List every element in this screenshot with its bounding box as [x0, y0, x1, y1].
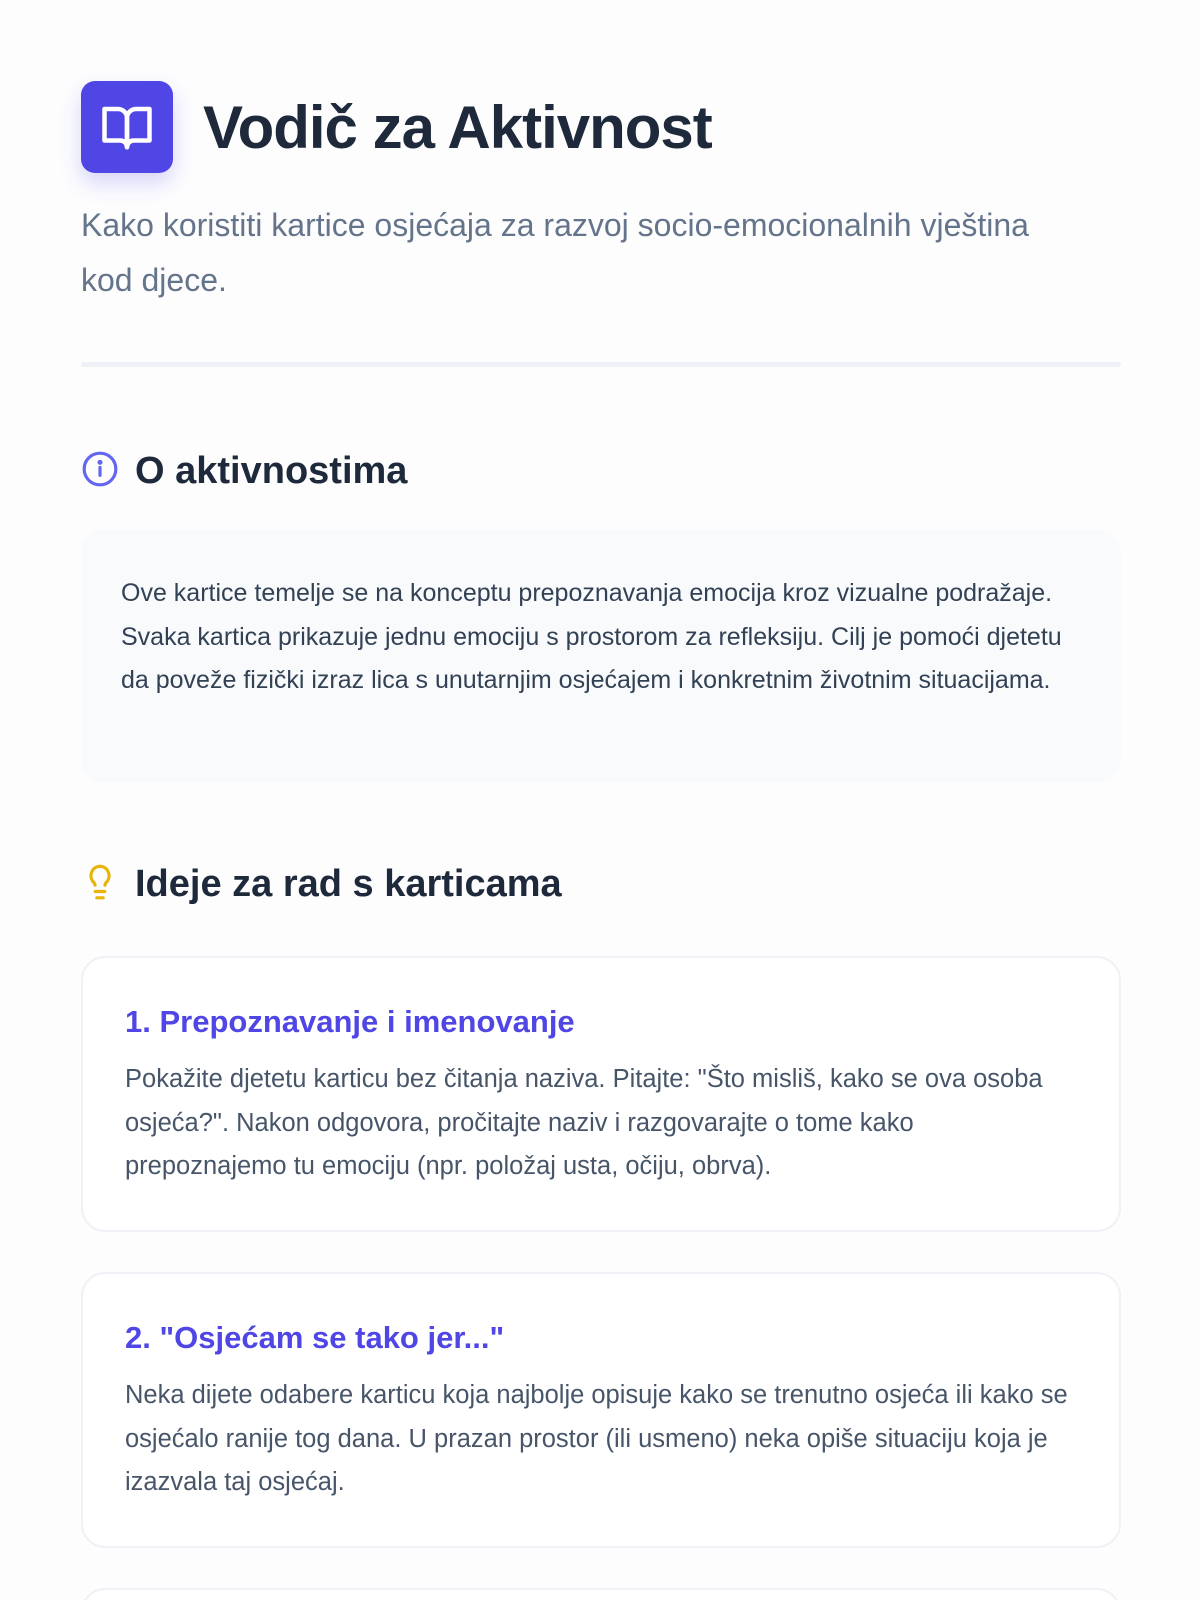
idea-card-text: Neka dijete odabere karticu koja najbolje opisuje kako se trenutno osjeća ili kako se osjećalo ranije tog dana. U prazan prostor (ili usmeno) neka opiše situaciju koja je izazvala taj osjećaj. — [125, 1381, 1068, 1496]
idea-card-text: Pokažite djetetu karticu bez čitanja naziva. Pitajte: "Što misliš, kako se ova osoba osjeća?". Nakon odgovora, pročitajte naziv i razgovarajte o tome kako prepoznajemo tu emociju (npr. položaj usta, očiju, obrva). — [125, 1065, 1043, 1180]
ideas-section-heading — [81, 863, 562, 906]
header-divider — [81, 362, 1121, 367]
open-book-icon — [81, 81, 173, 173]
idea-card-title: 2. "Osjećam se tako jer..." — [125, 1320, 505, 1355]
idea-card-partial — [81, 1588, 1121, 1600]
idea-card — [81, 956, 1121, 1232]
about-text: Ove kartice temelje se na konceptu prepoznavanja emocija kroz vizualne podražaje. Svaka kartica prikazuje jednu emociju s prostorom za refleksiju. Cilj je pomoći djetetu da poveže fizički izraz lica s unutarnjim osjećajem i konkretnim životnim situacijama. — [121, 579, 1062, 694]
about-heading: O aktivnostima — [135, 450, 408, 492]
about-box — [81, 530, 1121, 782]
page-subtitle: Kako koristiti kartice osjećaja za razvoj socio-emocionalnih vještina kod djece. — [81, 207, 1029, 298]
ideas-heading: Ideje za rad s karticama — [135, 863, 562, 905]
info-circle-icon — [81, 450, 119, 493]
lightbulb-icon — [81, 863, 119, 906]
about-section-heading — [81, 450, 407, 493]
idea-card-title: 1. Prepoznavanje i imenovanje — [125, 1004, 575, 1039]
page-header — [81, 81, 712, 173]
idea-card — [81, 1272, 1121, 1548]
page-title: Vodič za Aktivnost — [203, 93, 712, 161]
